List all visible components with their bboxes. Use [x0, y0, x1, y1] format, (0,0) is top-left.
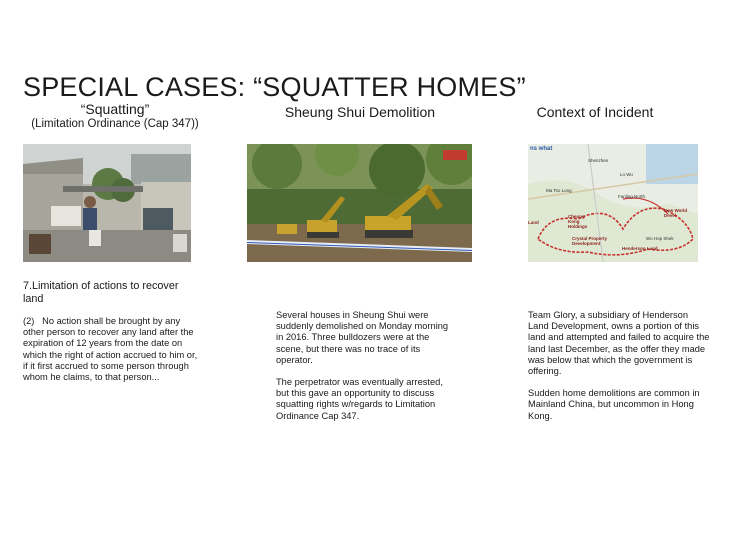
context-text [528, 310, 710, 433]
section-title: 7.Limitation of actions to recover land [23, 280, 179, 305]
map-corner-label: ns what [530, 146, 553, 152]
map-label-fanling-north: Fanling North [618, 194, 646, 199]
map-label-cheung-kong: Cheung Kong Holdings [568, 214, 588, 229]
page-title: SPECIAL CASES: “SQUATTER HOMES” [23, 72, 526, 102]
map-label-shenzhen: Shenzhen [588, 158, 609, 163]
squatter-home-photo [23, 144, 191, 262]
context-map [528, 144, 698, 262]
column-2-heading: Sheung Shui Demolition [284, 104, 436, 120]
map-label-lo-wu: Lo Wu [620, 172, 633, 177]
column-1-heading: “Squatting” [80, 101, 150, 117]
ordinance-text [23, 316, 203, 394]
demolition-paragraph-2: The perpetrator was eventually arrested, but this gave an opportunity to discuss squatting rights w/regards to Limitation Ordinance Cap 347. [276, 377, 443, 421]
map-label-ma-tso-lung: Ma Tso Lung [546, 188, 572, 193]
column-3-heading: Context of Incident [536, 104, 654, 120]
context-paragraph-2: Sudden home demolitions are common in Mainland China, but uncommon in Hong Kong. [528, 388, 700, 421]
map-label-wo-hop-shek: Wo Hop Shek [646, 236, 674, 241]
demolition-photo [247, 144, 472, 262]
map-label-new-world: New World Devel [664, 208, 688, 218]
map-label-crystal: Crystal Property Development [572, 236, 608, 246]
map-label-henderson: Henderson Land [622, 246, 658, 251]
map-label-land: Land [528, 220, 539, 225]
column-1-subheading: (Limitation Ordinance (Cap 347)) [31, 118, 199, 130]
demolition-text [276, 310, 456, 433]
context-paragraph-1: Team Glory, a subsidiary of Henderson Land Development, owns a portion of this land and attempted and failed to acquire the land last December, as the offer they made was below that which the government is offering. [528, 310, 710, 377]
demolition-paragraph-1: Several houses in Sheung Shui were suddenly demolished on Monday morning in 2016. Three bulldozers were at the scene, but there was no trace of its operator. [276, 310, 449, 365]
ordinance-paragraph: (2) No action shall be brought by any other person to recover any land after the expiration of 12 years from the date on which the right of action accrued to him or, if it first accrued to some person through whom he claims, to that person... [23, 316, 198, 383]
